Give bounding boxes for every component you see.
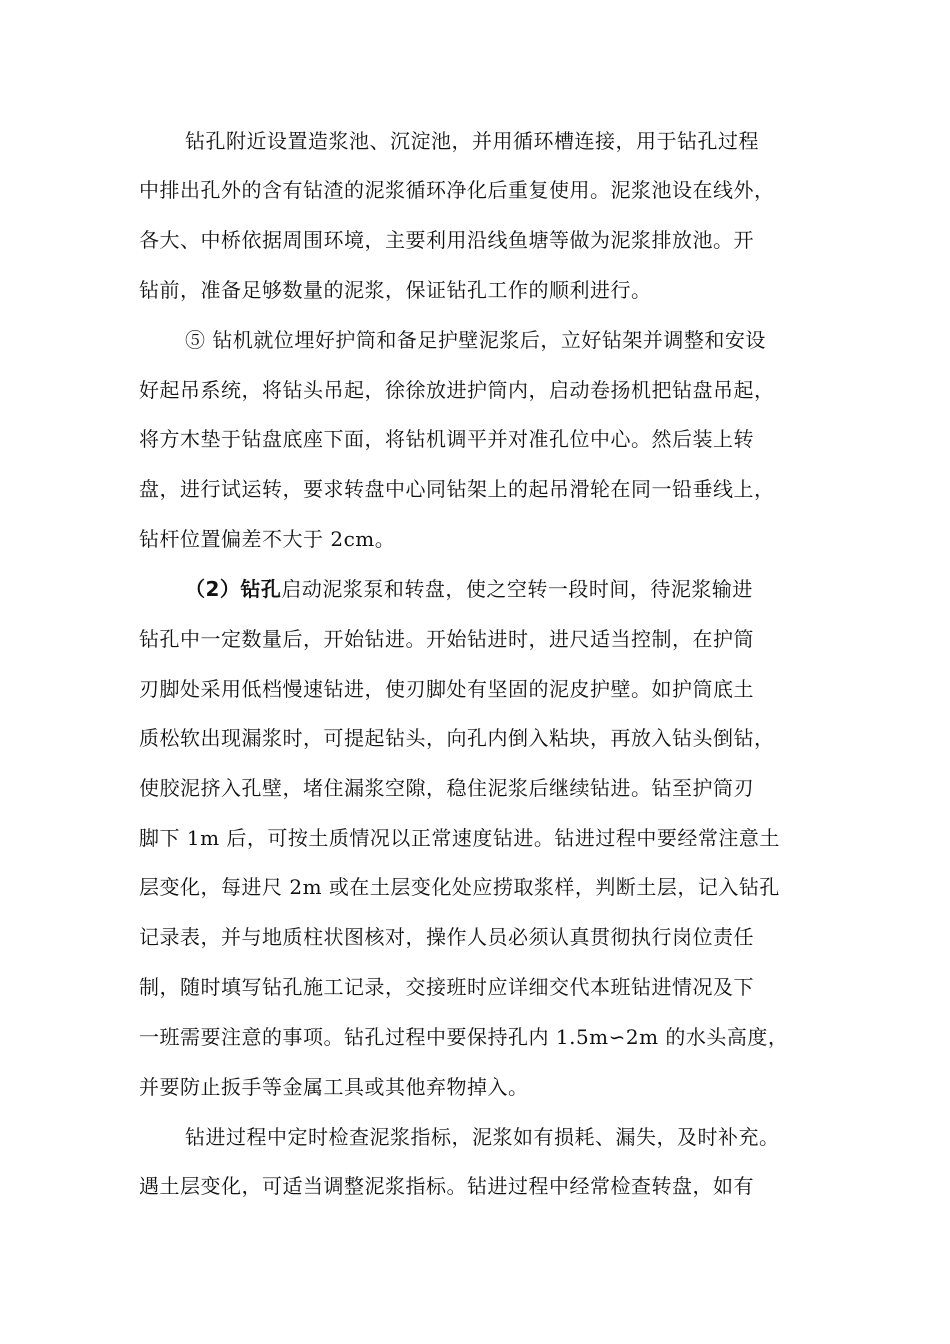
p4-line-2: 遇土层变化，可适当调整泥浆指标。钻进过程中经常检查转盘，如有 bbox=[139, 1174, 754, 1198]
p3-line-4: 质松软出现漏浆时，可提起钻头，向孔内倒入粘块，再放入钻头倒钻， bbox=[139, 726, 775, 750]
p3-line-1-rest: 启动泥浆泵和转盘，使之空转一段时间，待泥浆输进 bbox=[281, 577, 753, 601]
p3-line-7: 层变化，每进尺 2m 或在土层变化处应捞取浆样，判断土层，记入钻孔 bbox=[139, 875, 780, 899]
p1-line-4: 钻前，准备足够数量的泥浆，保证钻孔工作的顺利进行。 bbox=[139, 278, 652, 302]
p1-line-2: 中排出孔外的含有钻渣的泥浆循环净化后重复使用。泥浆池设在线外， bbox=[139, 178, 775, 202]
p1-line-1: 钻孔附近设置造浆池、沉淀池，并用循环槽连接，用于钻孔过程 bbox=[185, 129, 759, 153]
p3-line-5: 使胶泥挤入孔壁，堵住漏浆空隙，稳住泥浆后继续钻进。钻至护筒刃 bbox=[139, 776, 754, 800]
p3-line-1 bbox=[185, 574, 753, 604]
p3-line-3: 刃脚处采用低档慢速钻进，使刃脚处有坚固的泥皮护壁。如护筒底土 bbox=[139, 677, 754, 701]
p4-line-1: 钻进过程中定时检查泥浆指标，泥浆如有损耗、漏失，及时补充。 bbox=[185, 1125, 780, 1149]
section-heading: （2）钻孔 bbox=[185, 577, 282, 601]
p3-line-2: 钻孔中一定数量后，开始钻进。开始钻进时，进尺适当控制，在护筒 bbox=[139, 627, 754, 651]
p3-line-9: 制，随时填写钻孔施工记录，交接班时应详细交代本班钻进情况及下 bbox=[139, 975, 754, 999]
p2-line-2: 好起吊系统，将钻头吊起，徐徐放进护筒内，启动卷扬机把钻盘吊起， bbox=[139, 378, 775, 402]
p3-line-10: 一班需要注意的事项。钻孔过程中要保持孔内 1.5m∽2m 的水头高度， bbox=[139, 1025, 789, 1049]
p2-line-5: 钻杆位置偏差不大于 2cm。 bbox=[139, 527, 396, 551]
p2-line-3: 将方木垫于钻盘底座下面，将钻机调平并对准孔位中心。然后装上转 bbox=[139, 427, 754, 451]
p2-line-1: ⑤ 钻机就位埋好护筒和备足护壁泥浆后，立好钻架并调整和安设 bbox=[185, 328, 766, 352]
p3-line-8: 记录表，并与地质柱状图核对，操作人员必须认真贯彻执行岗位责任 bbox=[139, 925, 754, 949]
p3-line-6: 脚下 1m 后，可按土质情况以正常速度钻进。钻进过程中要经常注意土 bbox=[139, 826, 780, 850]
p3-line-11: 并要防止扳手等金属工具或其他弃物掉入。 bbox=[139, 1075, 529, 1099]
p1-line-3: 各大、中桥依据周围环境，主要利用沿线鱼塘等做为泥浆排放池。开 bbox=[139, 228, 754, 252]
p2-line-4: 盘，进行试运转，要求转盘中心同钻架上的起吊滑轮在同一铅垂线上， bbox=[139, 477, 775, 501]
